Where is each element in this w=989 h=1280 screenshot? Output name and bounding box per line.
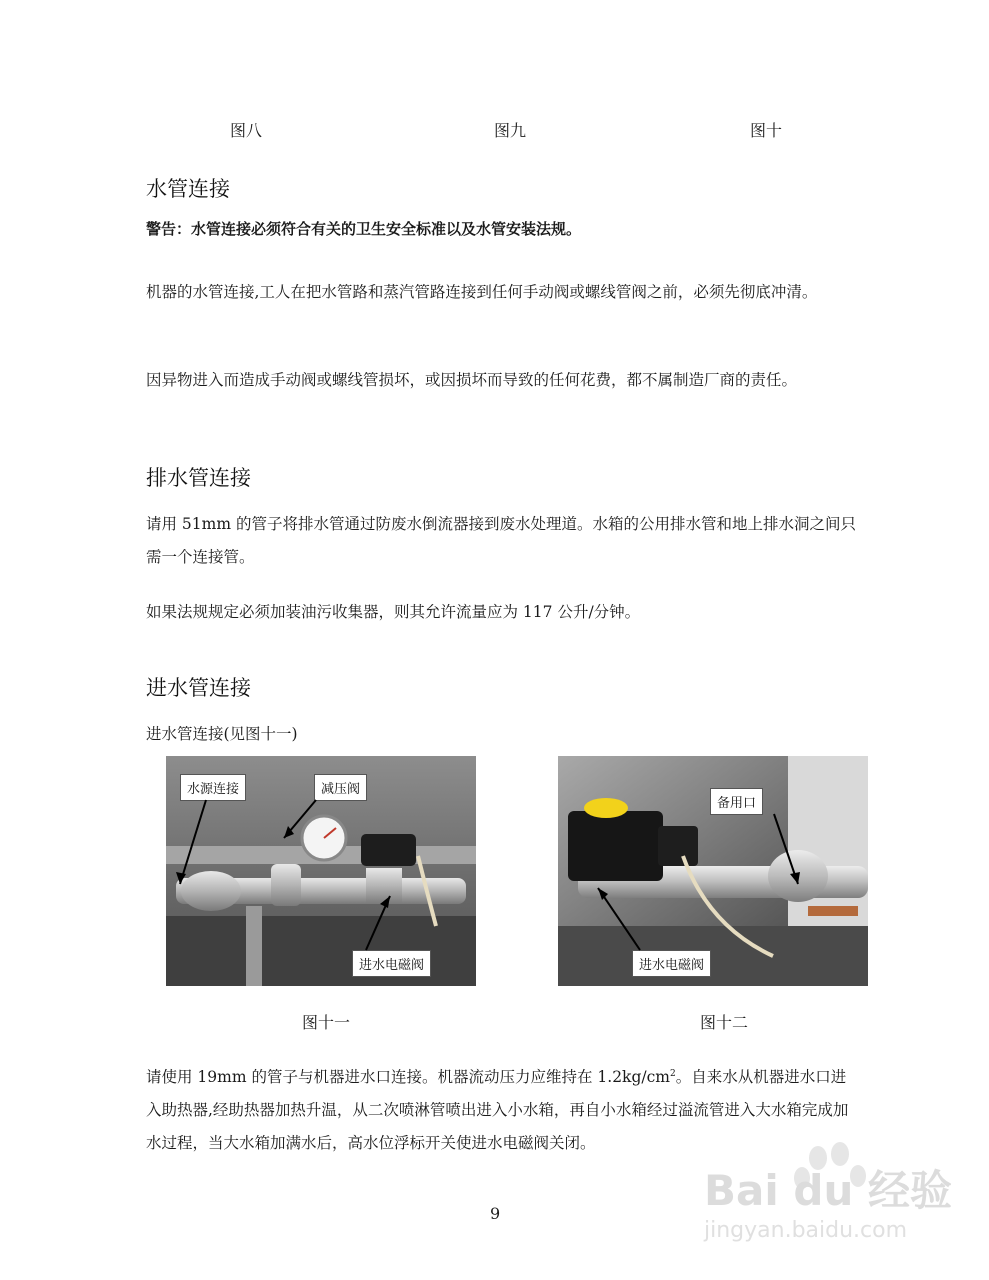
label-inlet-solenoid: 进水电磁阀 [352,950,431,977]
caption-fig8: 图八 [230,121,263,140]
label-inlet-solenoid-2: 进水电磁阀 [632,950,711,977]
arrows-figure-11 [166,756,476,986]
caption-fig10: 图十 [750,121,783,140]
warning-text: 警告：水管连接必须符合有关的卫生安全标准以及水管安装法规。 [146,220,582,238]
inlet-text-end: 。自来水从机器进水口进入助热器,经助热器加热升温，从二次喷淋管喷出进入小水箱，再自小水箱经过溢流管进入大水箱完成加水过程，当大水箱加满水后，高水位浮标开关使进水电磁阀关闭。 [146,1068,849,1153]
paragraph-grease: 如果法规规定必须加装油污收集器，则其允许流量应为 117 公升/分钟。 [146,603,641,621]
label-pressure-reducer: 减压阀 [314,774,367,801]
caption-fig12: 图十二 [700,1013,749,1032]
arrows-figure-12 [558,756,868,986]
watermark-url: jingyan.baidu.com [704,1218,908,1243]
paragraph-liability: 因异物进入而造成手动阀或螺线管损坏，或因损坏而导致的任何花费，都不属制造厂商的责任。 [146,371,798,389]
paragraph-drain: 请用 51mm 的管子将排水管通过防废水倒流器接到废水处理道。水箱的公用排水管和地上排水洞之间只需一个连接管。 [146,515,856,566]
heading-water-pipe: 水管连接 [146,177,230,201]
inlet-text-start: 请使用 19mm 的管子与机器进水口连接。机器流动压力应维持在 1.2kg/cm [146,1068,670,1087]
page-number: 9 [490,1204,501,1223]
label-water-source: 水源连接 [180,774,246,801]
figure-11-photo [166,756,476,986]
watermark-brand: Bai du 经验 [704,1166,952,1215]
heading-drain: 排水管连接 [146,466,251,490]
inlet-intro: 进水管连接(见图十一) [146,725,298,743]
baidu-jingyan-watermark [700,1138,970,1258]
caption-fig11: 图十一 [302,1013,351,1032]
figure-12-photo [558,756,868,986]
inlet-superscript: 2 [669,1069,676,1079]
paragraph-flush: 机器的水管连接,工人在把水管路和蒸汽管路连接到任何手动阀或螺线管阀之前，必须先彻底冲清。 [146,283,818,301]
heading-inlet: 进水管连接 [146,676,251,700]
label-spare-port: 备用口 [710,788,763,815]
caption-fig9: 图九 [494,121,527,140]
